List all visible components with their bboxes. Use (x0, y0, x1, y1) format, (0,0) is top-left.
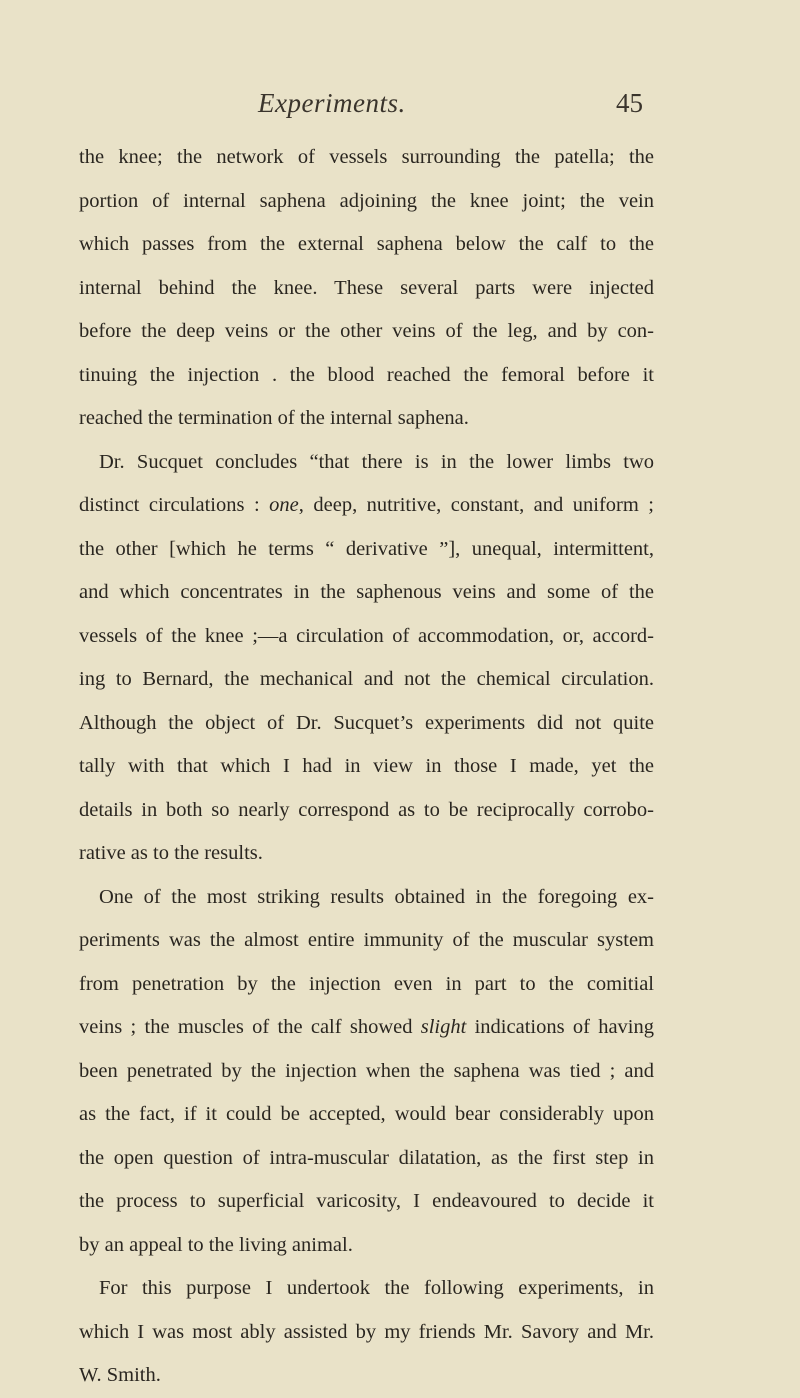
text-run: distinct circulations : (79, 494, 270, 516)
text-line: as the fact, if it could be accepted, would bear considerably upon (79, 1103, 654, 1125)
text-line: been penetrated by the injection when the saphena was tied ; and (79, 1059, 654, 1082)
text-line: and which concentrates in the saphenous veins and some of the (79, 581, 654, 603)
text-line: the other [which he terms “ derivative ”], unequal, intermittent, (79, 537, 654, 560)
text-line: the knee; the network of vessels surrounding the patella; the (79, 146, 654, 168)
text-line: before the deep veins or the other veins of the leg, and by con- (79, 320, 654, 342)
text-line: details in both so nearly correspond as to be reciprocally corrobo- (79, 798, 654, 821)
running-head (0, 82, 800, 122)
text-line: portion of internal saphena adjoining the knee joint; the vein (79, 189, 654, 212)
text-line: periments was the almost entire immunity of the muscular system (79, 929, 654, 951)
paragraph-start-line: Dr. Sucquet concludes “that there is in the lower limbs two (99, 450, 654, 473)
text-line (79, 1006, 654, 1050)
text-line: the process to superficial varicosity, I endeavoured to decide it (79, 1190, 654, 1212)
text-line: which passes from the external saphena below the calf to the (79, 233, 654, 255)
text-line: Although the object of Dr. Sucquet’s experiments did not quite (79, 711, 654, 734)
text-line: W. Smith. (79, 1364, 161, 1386)
text-line: vessels of the knee ;—a circulation of accommodation, or, accord- (79, 624, 654, 647)
page-number: 45 (616, 88, 643, 118)
text-line: from penetration by the injection even in part to the comitial (79, 972, 654, 995)
text-line: tally with that which I had in view in those I made, yet the (79, 755, 654, 777)
text-run: veins ; the muscles of the calf showed (79, 1016, 421, 1038)
text-line: rative as to the results. (79, 842, 263, 864)
text-run: indications of having (466, 1016, 654, 1038)
body-text (79, 136, 654, 1398)
text-line: ing to Bernard, the mechanical and not the chemical circulation. (79, 668, 654, 690)
running-title: Experiments. (258, 88, 406, 118)
text-line (79, 484, 654, 528)
paragraph-start-line: For this purpose I undertook the following experiments, in (99, 1277, 654, 1299)
emphasis-text: one (269, 494, 299, 516)
text-line: by an appeal to the living animal. (79, 1233, 353, 1256)
text-line: reached the termination of the internal saphena. (79, 407, 469, 429)
text-line: tinuing the injection . the blood reached the femoral before it (79, 363, 654, 386)
text-run: , deep, nutritive, constant, and uniform ; (298, 494, 654, 516)
text-line: the open question of intra-muscular dilatation, as the first step in (79, 1146, 654, 1169)
text-line: internal behind the knee. These several parts were injected (79, 276, 654, 299)
paragraph-start-line: One of the most striking results obtained in the foregoing ex- (99, 885, 654, 908)
emphasis-text: slight (420, 1016, 467, 1038)
text-line: which I was most ably assisted by my friends Mr. Savory and Mr. (79, 1320, 654, 1343)
